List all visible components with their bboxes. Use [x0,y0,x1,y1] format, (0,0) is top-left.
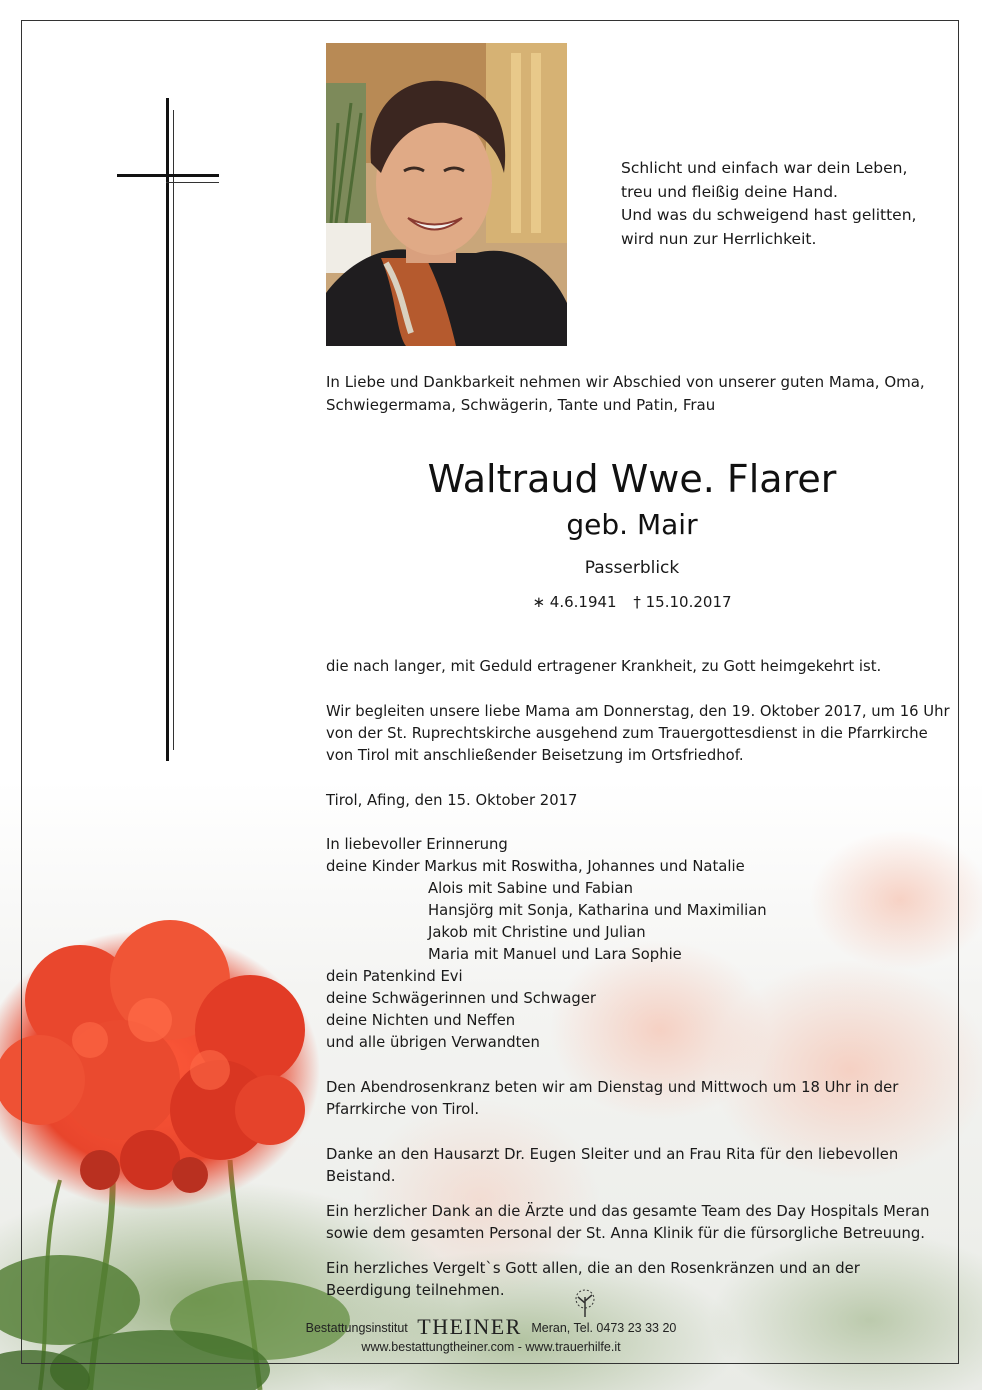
poem-verse [621,157,916,251]
footer-contact: Meran, Tel. 0473 23 33 20 [531,1321,677,1335]
footer-institute-label: Bestattungsinstitut [305,1321,408,1335]
mourner-line: dein Patenkind Evi [326,968,463,985]
mourner-line: Alois mit Sabine und Fabian [428,880,634,897]
footer-brand: THEINER [417,1314,522,1339]
deceased-name: Waltraud Wwe. Flarer [427,457,837,501]
verse-line: treu und fleißig deine Hand. [621,182,838,201]
thanks-line: Beistand. [326,1168,396,1185]
funeral-announcement [326,701,950,767]
intro-line: In Liebe und Dankbarkeit nehmen wir Abschied von unserer guten Mama, Oma, [326,373,925,391]
thanks-line: sowie dem gesamten Personal der St. Anna Klinik für die fürsorgliche Betreuung. [326,1225,925,1242]
mourners-list [326,834,767,1054]
mourner-line: In liebevoller Erinnerung [326,836,508,853]
footer-institute [0,1314,982,1340]
mourner-line: deine Nichten und Neffen [326,1012,516,1029]
portrait-photo [326,43,567,346]
life-dates [326,590,938,614]
mourner-line: Maria mit Manuel und Lara Sophie [428,946,682,963]
place-date: Tirol, Afing, den 15. Oktober 2017 [326,792,578,809]
footer-web: www.bestattungtheiner.com - www.trauerhilfe.it [361,1340,621,1354]
mourner-line: Jakob mit Christine und Julian [428,924,646,941]
birth-date: ∗ 4.6.1941 [532,593,617,611]
verse-line: wird nun zur Herrlichkeit. [621,229,817,248]
funeral-line: von der St. Ruprechtskirche ausgehend zum Trauergottesdienst in die Pfarrkirche [326,725,928,742]
thanks-line: Danke an den Hausarzt Dr. Eugen Sleiter und an Frau Rita für den liebevollen [326,1146,899,1163]
maiden-name: geb. Mair [566,508,698,541]
rosary-notice [326,1077,898,1121]
funeral-line: von Tirol mit anschließender Beisetzung im Ortsfriedhof. [326,747,744,764]
thanks-line: Ein herzliches Vergelt`s Gott allen, die an den Rosenkränzen und an der [326,1260,860,1277]
funeral-line: Wir begleiten unsere liebe Mama am Donnerstag, den 19. Oktober 2017, um 16 Uhr [326,703,950,720]
heimgekehrt-line: die nach langer, mit Geduld ertragener Krankheit, zu Gott heimgekehrt ist. [326,658,882,675]
mourner-line: und alle übrigen Verwandten [326,1034,540,1051]
mourner-line: deine Kinder Markus mit Roswitha, Johannes und Natalie [326,858,745,875]
thanks-hospital [326,1201,930,1245]
intro-line: Schwiegermama, Schwägerin, Tante und Patin, Frau [326,396,716,414]
death-date: † 15.10.2017 [633,593,732,611]
rosary-line: Pfarrkirche von Tirol. [326,1101,480,1118]
intro-text [326,371,946,417]
thanks-doctor [326,1144,898,1188]
residence-name: Passerblick [584,558,680,578]
verse-line: Schlicht und einfach war dein Leben, [621,159,908,177]
verse-line: Und was du schweigend hast gelitten, [621,206,917,224]
thanks-line: Beerdigung teilnehmen. [326,1282,505,1299]
mourner-line: deine Schwägerinnen und Schwager [326,990,597,1007]
mourner-line: Hansjörg mit Sonja, Katharina und Maximilian [428,902,767,919]
thanks-line: Ein herzlicher Dank an die Ärzte und das gesamte Team des Day Hospitals Meran [326,1203,930,1220]
rosary-line: Den Abendrosenkranz beten wir am Dienstag und Mittwoch um 18 Uhr in der [326,1079,899,1096]
